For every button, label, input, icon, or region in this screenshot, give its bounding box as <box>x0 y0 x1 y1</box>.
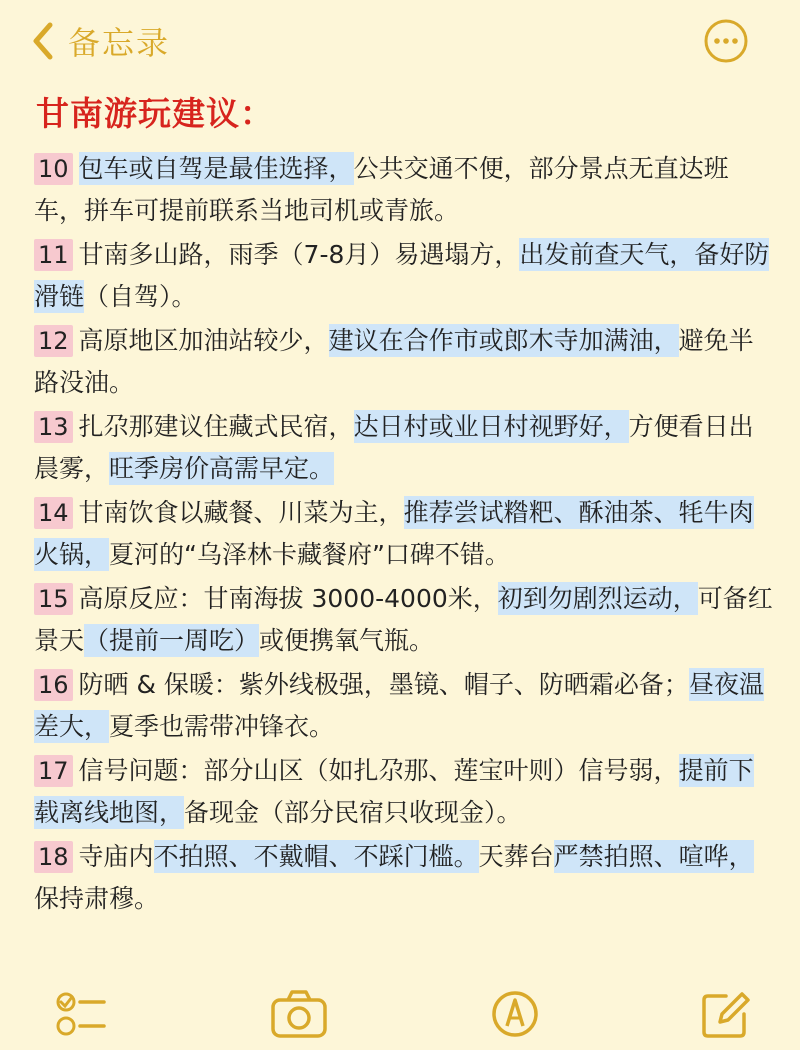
highlighted-text: （提前一周吃） <box>84 626 260 655</box>
highlighted-text: 昼夜温差大， <box>34 670 764 741</box>
item-number-badge: 11 <box>34 239 73 271</box>
item-text: 方便看日出晨雾， <box>34 412 754 483</box>
item-text: 高原地区加油站较少， <box>78 326 329 355</box>
item-text: 天葬台 <box>478 842 554 871</box>
checklist-icon <box>54 988 110 1040</box>
item-text: 或便携氧气瓶。 <box>259 626 435 655</box>
item-number-badge: 12 <box>34 325 73 357</box>
highlighted-text: 不拍照、不戴帽、不踩门槛。 <box>153 842 479 871</box>
item-text: 信号问题：部分山区（如扎尕那、莲宝叶则）信号弱， <box>78 756 679 785</box>
item-text: 夏河的“乌泽林卡藏餐府”口碑不错。 <box>109 540 510 569</box>
highlighted-text: 出发前查天气，备好防滑链 <box>34 240 770 311</box>
note-item <box>34 406 774 490</box>
highlighted-text: 推荐尝试糌粑、酥油茶、牦牛肉火锅， <box>34 498 754 569</box>
item-text: 可备红景天 <box>34 584 773 655</box>
item-text: 寺庙内 <box>78 842 154 871</box>
note-item <box>34 578 774 662</box>
more-button[interactable] <box>703 18 749 64</box>
highlighted-text: 建议在合作市或郎木寺加满油， <box>328 326 679 355</box>
item-number-badge: 10 <box>34 153 73 185</box>
item-text: 扎尕那建议住藏式民宿， <box>78 412 354 441</box>
note-item <box>34 836 774 920</box>
highlighted-text: 提前下载离线地图， <box>34 756 754 827</box>
item-text: 高原反应：甘南海拔 3000-4000米， <box>78 584 498 613</box>
highlighted-text: 初到勿剧烈运动， <box>497 584 698 613</box>
item-text: 避免半路没油。 <box>34 326 754 397</box>
item-number-badge: 17 <box>34 755 73 787</box>
note-item <box>34 750 774 834</box>
item-number-badge: 14 <box>34 497 73 529</box>
markup-button[interactable] <box>490 988 540 1044</box>
note-item <box>34 320 774 404</box>
compose-icon <box>700 988 752 1040</box>
camera-icon <box>270 988 328 1040</box>
item-number-badge: 13 <box>34 411 73 443</box>
item-text: （自驾）。 <box>84 282 197 311</box>
item-text: 保持肃穆。 <box>34 884 160 913</box>
highlighted-text: 包车或自驾是最佳选择， <box>78 154 354 183</box>
item-text: 公共交通不便，部分景点无直达班车，拼车可提前联系当地司机或青旅。 <box>34 154 729 225</box>
note-item <box>34 234 774 318</box>
chevron-left-icon <box>30 21 56 61</box>
item-text: 甘南饮食以藏餐、川菜为主， <box>78 498 404 527</box>
item-text: 防晒 & 保暖：紫外线极强，墨镜、帽子、防晒霜必备； <box>78 670 689 699</box>
note-item <box>34 664 774 748</box>
item-text: 备现金（部分民宿只收现金）。 <box>184 798 522 827</box>
highlighted-text: 严禁拍照、喧哗， <box>553 842 754 871</box>
compose-button[interactable] <box>700 988 752 1044</box>
camera-button[interactable] <box>270 988 328 1044</box>
ellipsis-circle-icon <box>703 18 749 64</box>
bottom-toolbar <box>0 978 800 1050</box>
back-label: 备忘录 <box>68 24 171 62</box>
item-number-badge: 18 <box>34 841 73 873</box>
note-body[interactable] <box>34 148 774 922</box>
back-button[interactable] <box>30 18 170 64</box>
markup-pen-icon <box>490 988 540 1040</box>
item-text: 夏季也需带冲锋衣。 <box>109 712 335 741</box>
item-text: 甘南多山路，雨季（7-8月）易遇塌方， <box>78 240 520 269</box>
item-number-badge: 15 <box>34 583 73 615</box>
note-title[interactable]: 甘南游玩建议： <box>36 94 274 133</box>
item-number-badge: 16 <box>34 669 73 701</box>
navigation-bar <box>0 0 800 84</box>
highlighted-text: 旺季房价高需早定。 <box>109 454 335 483</box>
checklist-button[interactable] <box>54 988 110 1044</box>
highlighted-text: 达日村或业日村视野好， <box>353 412 629 441</box>
note-item <box>34 492 774 576</box>
note-item <box>34 148 774 232</box>
